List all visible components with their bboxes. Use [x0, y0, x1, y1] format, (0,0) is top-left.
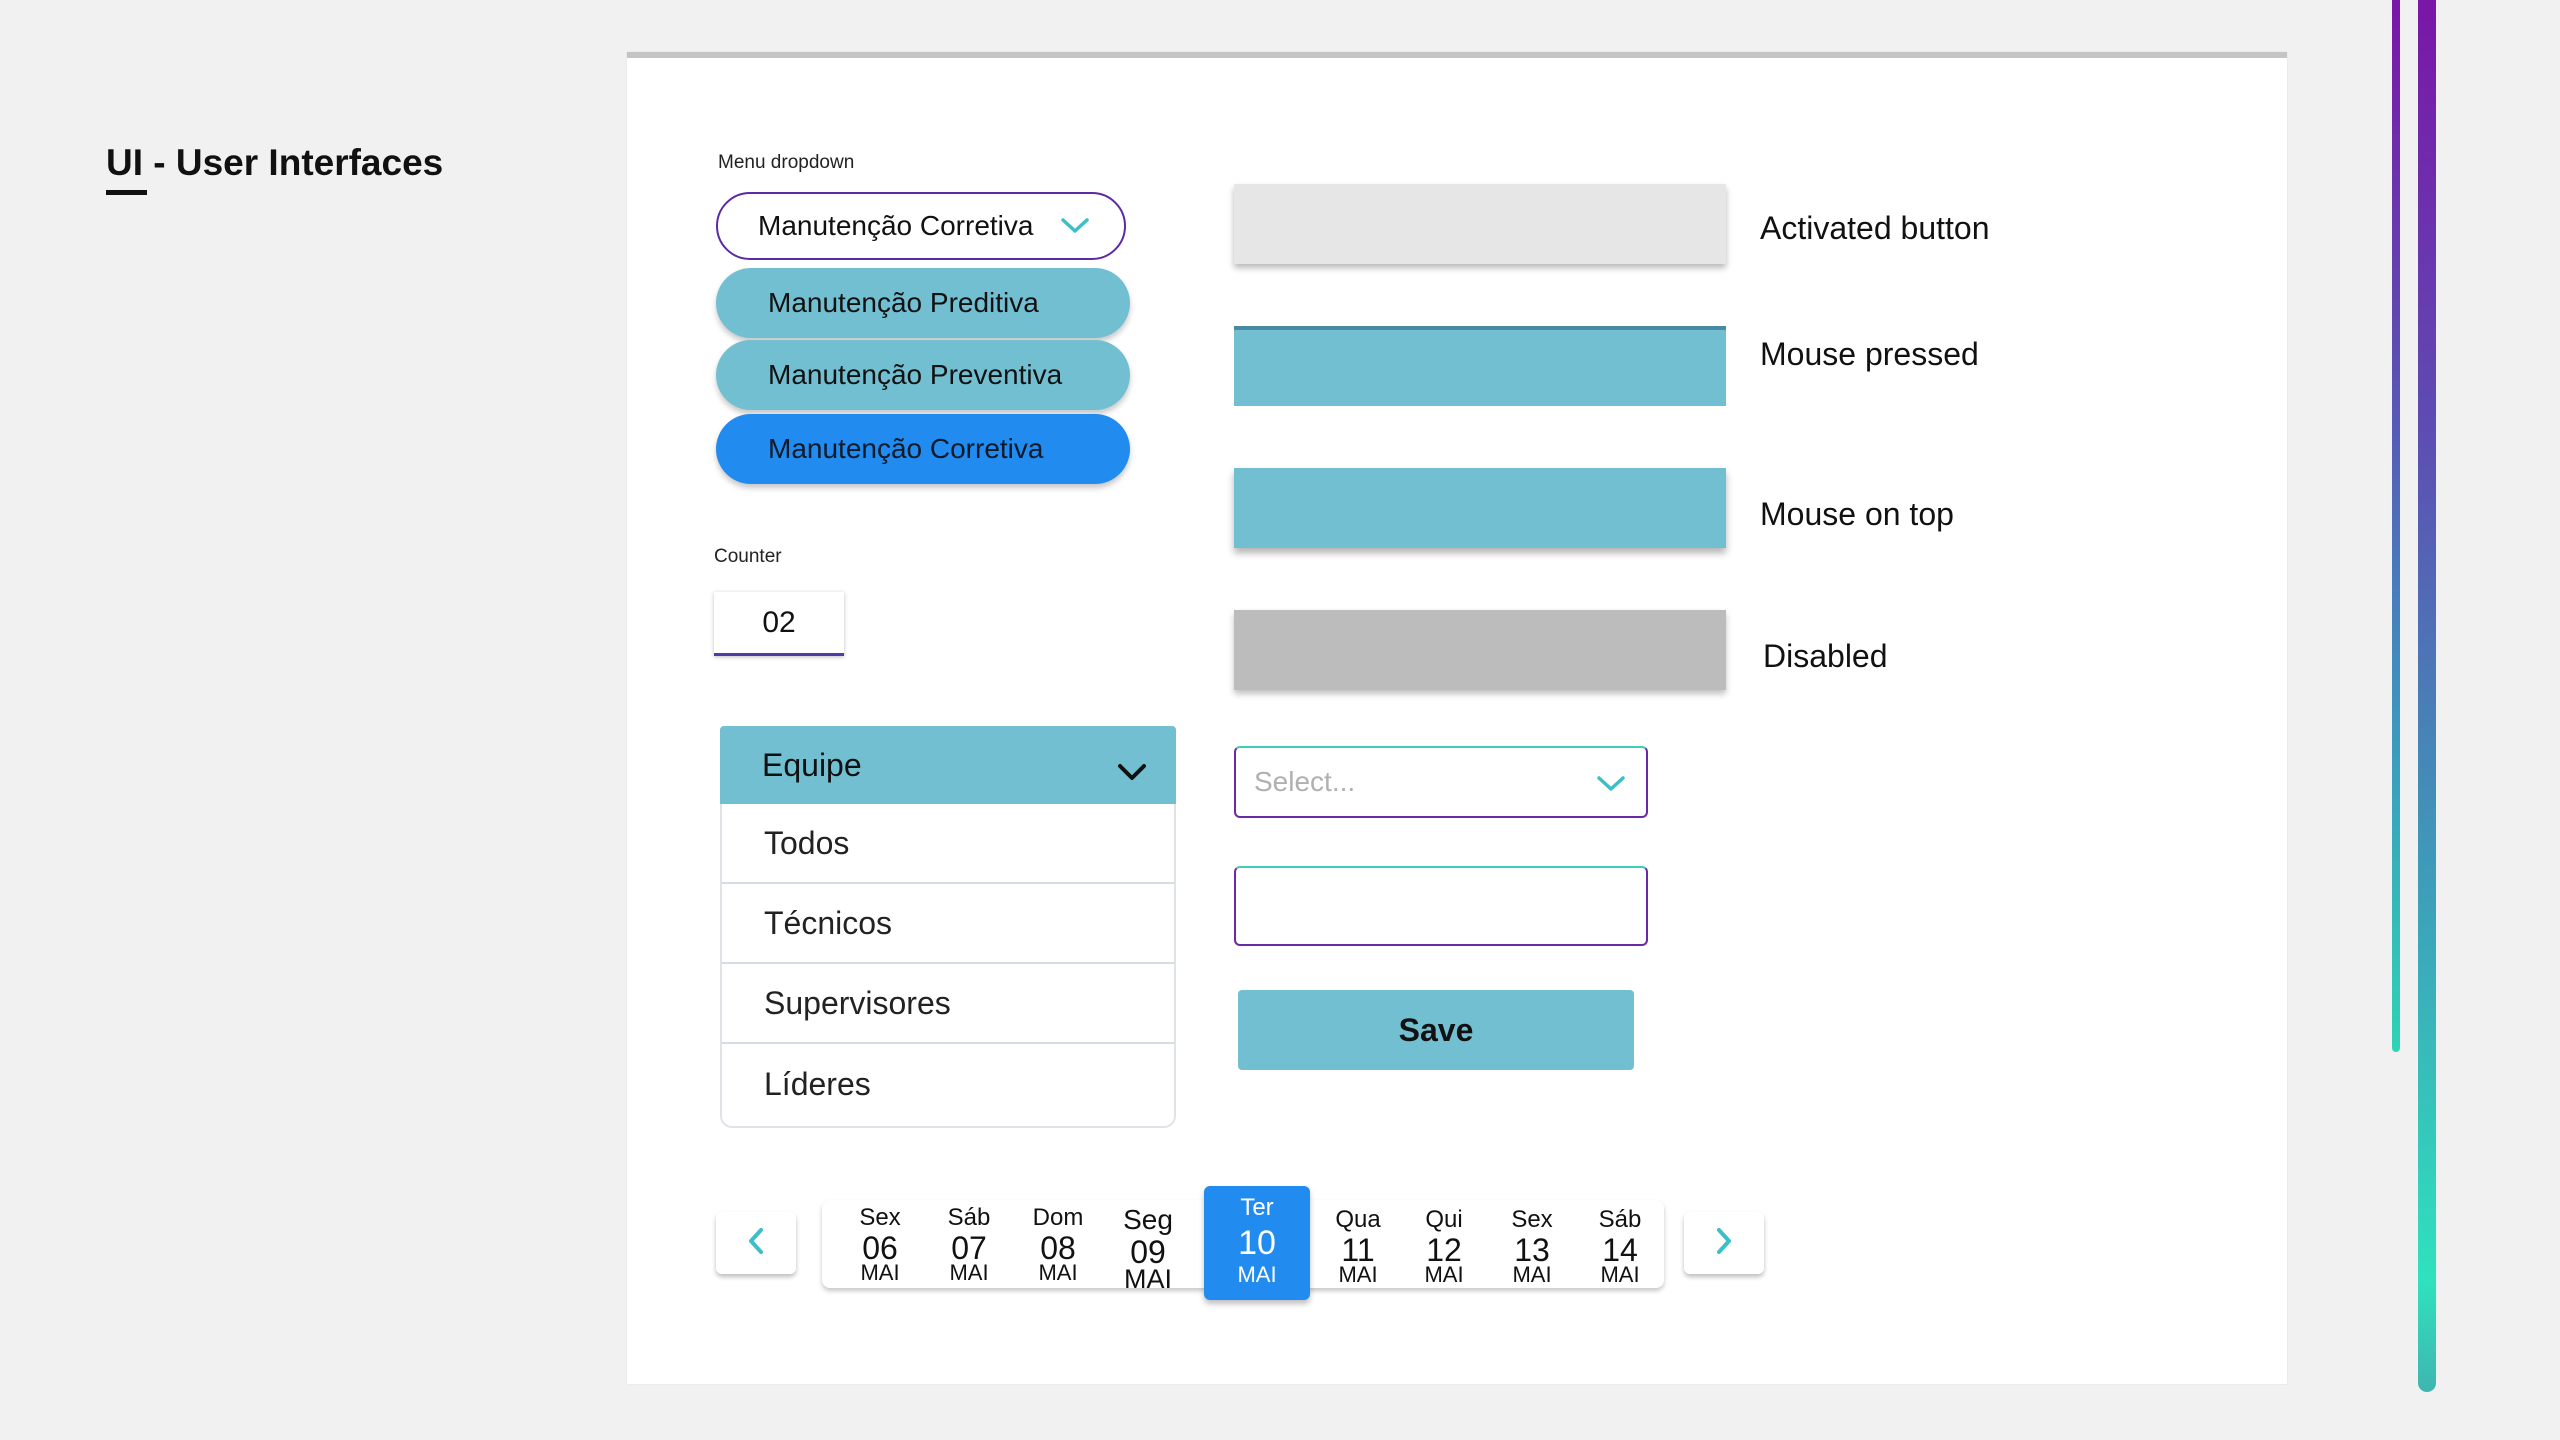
activated-button-sample[interactable]: [1234, 184, 1726, 264]
menu-dropdown-trigger[interactable]: [716, 192, 1126, 260]
equipe-item-lideres[interactable]: Líderes: [764, 1065, 871, 1102]
day-number: 09: [1130, 1234, 1166, 1270]
pressed-button-label: Mouse pressed: [1760, 336, 1979, 372]
day-number: 08: [1040, 1230, 1076, 1266]
day-month: MAI: [1600, 1262, 1640, 1287]
page-title-rest: - User Interfaces: [143, 142, 444, 183]
day-month: MAI: [1338, 1262, 1378, 1287]
day-number: 06: [862, 1230, 898, 1266]
activated-button-label: Activated button: [1760, 210, 1990, 246]
select-dropdown[interactable]: [1234, 746, 1648, 818]
day-month: MAI: [1512, 1262, 1552, 1287]
chevron-left-icon: [746, 1226, 766, 1261]
counter-label: Counter: [714, 546, 782, 567]
day-month: MAI: [1424, 1262, 1464, 1287]
select-placeholder: Select...: [1254, 766, 1356, 797]
date-day[interactable]: [1314, 1208, 1402, 1286]
day-number: 11: [1341, 1232, 1375, 1268]
day-weekday: Ter: [1240, 1194, 1274, 1221]
day-number: 13: [1514, 1232, 1550, 1268]
date-day[interactable]: [1104, 1206, 1192, 1293]
date-day[interactable]: [836, 1206, 924, 1284]
day-number: 10: [1238, 1224, 1276, 1262]
decorative-gradient-bar-thick: [2418, 0, 2436, 1392]
hover-button-label: Mouse on top: [1760, 496, 1954, 532]
day-month: MAI: [860, 1260, 900, 1285]
date-day[interactable]: [1488, 1208, 1576, 1286]
equipe-item-todos[interactable]: Todos: [722, 804, 1174, 884]
chevron-right-icon: [1714, 1226, 1734, 1261]
chevron-down-icon: [1116, 754, 1148, 791]
date-day[interactable]: [1400, 1208, 1488, 1286]
pressed-button-sample[interactable]: [1234, 326, 1726, 406]
save-button[interactable]: Save: [1238, 990, 1634, 1070]
chevron-down-icon: [1060, 212, 1090, 244]
page-title-abbr: UI: [106, 142, 143, 183]
date-day[interactable]: [925, 1206, 1013, 1284]
menu-dropdown-selected: Manutenção Corretiva: [758, 210, 1034, 241]
equipe-dropdown-title: Equipe: [762, 746, 862, 783]
day-weekday: Dom: [1032, 1204, 1084, 1231]
equipe-dropdown-list: [720, 804, 1176, 1128]
day-weekday: Sex: [859, 1204, 901, 1231]
date-day-selected[interactable]: [1204, 1186, 1310, 1300]
equipe-item-tecnicos[interactable]: Técnicos: [722, 884, 1174, 964]
date-day[interactable]: [1576, 1208, 1664, 1286]
day-weekday: Qui: [1425, 1206, 1463, 1233]
day-number: 07: [951, 1230, 987, 1266]
day-month: MAI: [949, 1260, 989, 1285]
day-month: MAI: [1237, 1262, 1277, 1287]
day-weekday: Sáb: [947, 1204, 991, 1231]
day-weekday: Qua: [1335, 1206, 1381, 1233]
date-prev-button[interactable]: [716, 1212, 796, 1274]
menu-option-corretiva[interactable]: Manutenção Corretiva: [716, 414, 1130, 484]
counter-field[interactable]: 02: [714, 592, 844, 656]
day-month: MAI: [1123, 1264, 1172, 1294]
equipe-item-supervisores[interactable]: Supervisores: [722, 964, 1174, 1044]
menu-option-preventiva[interactable]: Manutenção Preventiva: [716, 340, 1130, 410]
day-weekday: Seg: [1123, 1204, 1173, 1235]
text-input[interactable]: [1234, 866, 1648, 946]
disabled-button-label: Disabled: [1763, 638, 1888, 674]
menu-option-preditiva[interactable]: Manutenção Preditiva: [716, 268, 1130, 338]
day-weekday: Sáb: [1598, 1206, 1642, 1233]
menu-dropdown-label: Menu dropdown: [718, 152, 855, 173]
chevron-down-icon: [1596, 770, 1626, 802]
day-weekday: Sex: [1511, 1206, 1553, 1233]
decorative-gradient-bar-thin: [2392, 0, 2400, 1052]
day-month: MAI: [1038, 1260, 1078, 1285]
equipe-dropdown-header[interactable]: [720, 726, 1176, 804]
day-number: 14: [1602, 1232, 1638, 1268]
date-day[interactable]: [1014, 1206, 1102, 1284]
date-next-button[interactable]: [1684, 1212, 1764, 1274]
page-title: [106, 142, 443, 184]
day-number: 12: [1426, 1232, 1462, 1268]
disabled-button-sample: [1234, 610, 1726, 690]
hover-button-sample[interactable]: [1234, 468, 1726, 548]
